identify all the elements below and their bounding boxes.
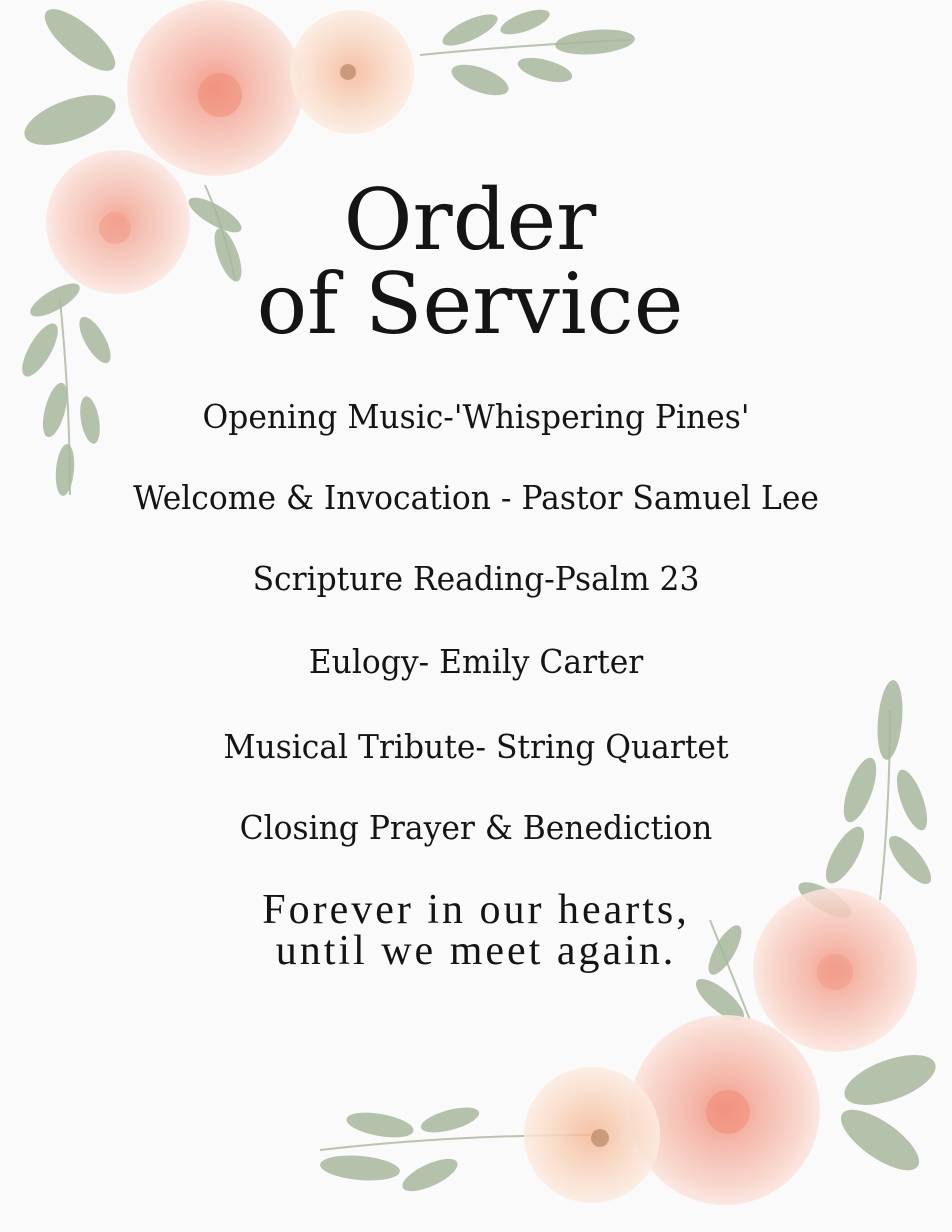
program-item-welcome-invocation: Welcome & Invocation - Pastor Samuel Lee [133, 478, 819, 517]
program-item-eulogy: Eulogy- Emily Carter [308, 642, 644, 681]
program-item-musical-tribute: Musical Tribute- String Quartet [223, 727, 729, 766]
program-item-closing-prayer: Closing Prayer & Benediction [239, 808, 713, 847]
closing-line2: until we meet again. [275, 928, 677, 974]
page-title-line1: Order [343, 171, 597, 269]
closing-line1: Forever in our hearts, [262, 887, 690, 933]
page-title-line2: of Service [256, 255, 684, 353]
program-item-scripture-reading: Scripture Reading-Psalm 23 [252, 559, 700, 598]
program-item-opening-music: Opening Music-'Whispering Pines' [202, 397, 750, 436]
